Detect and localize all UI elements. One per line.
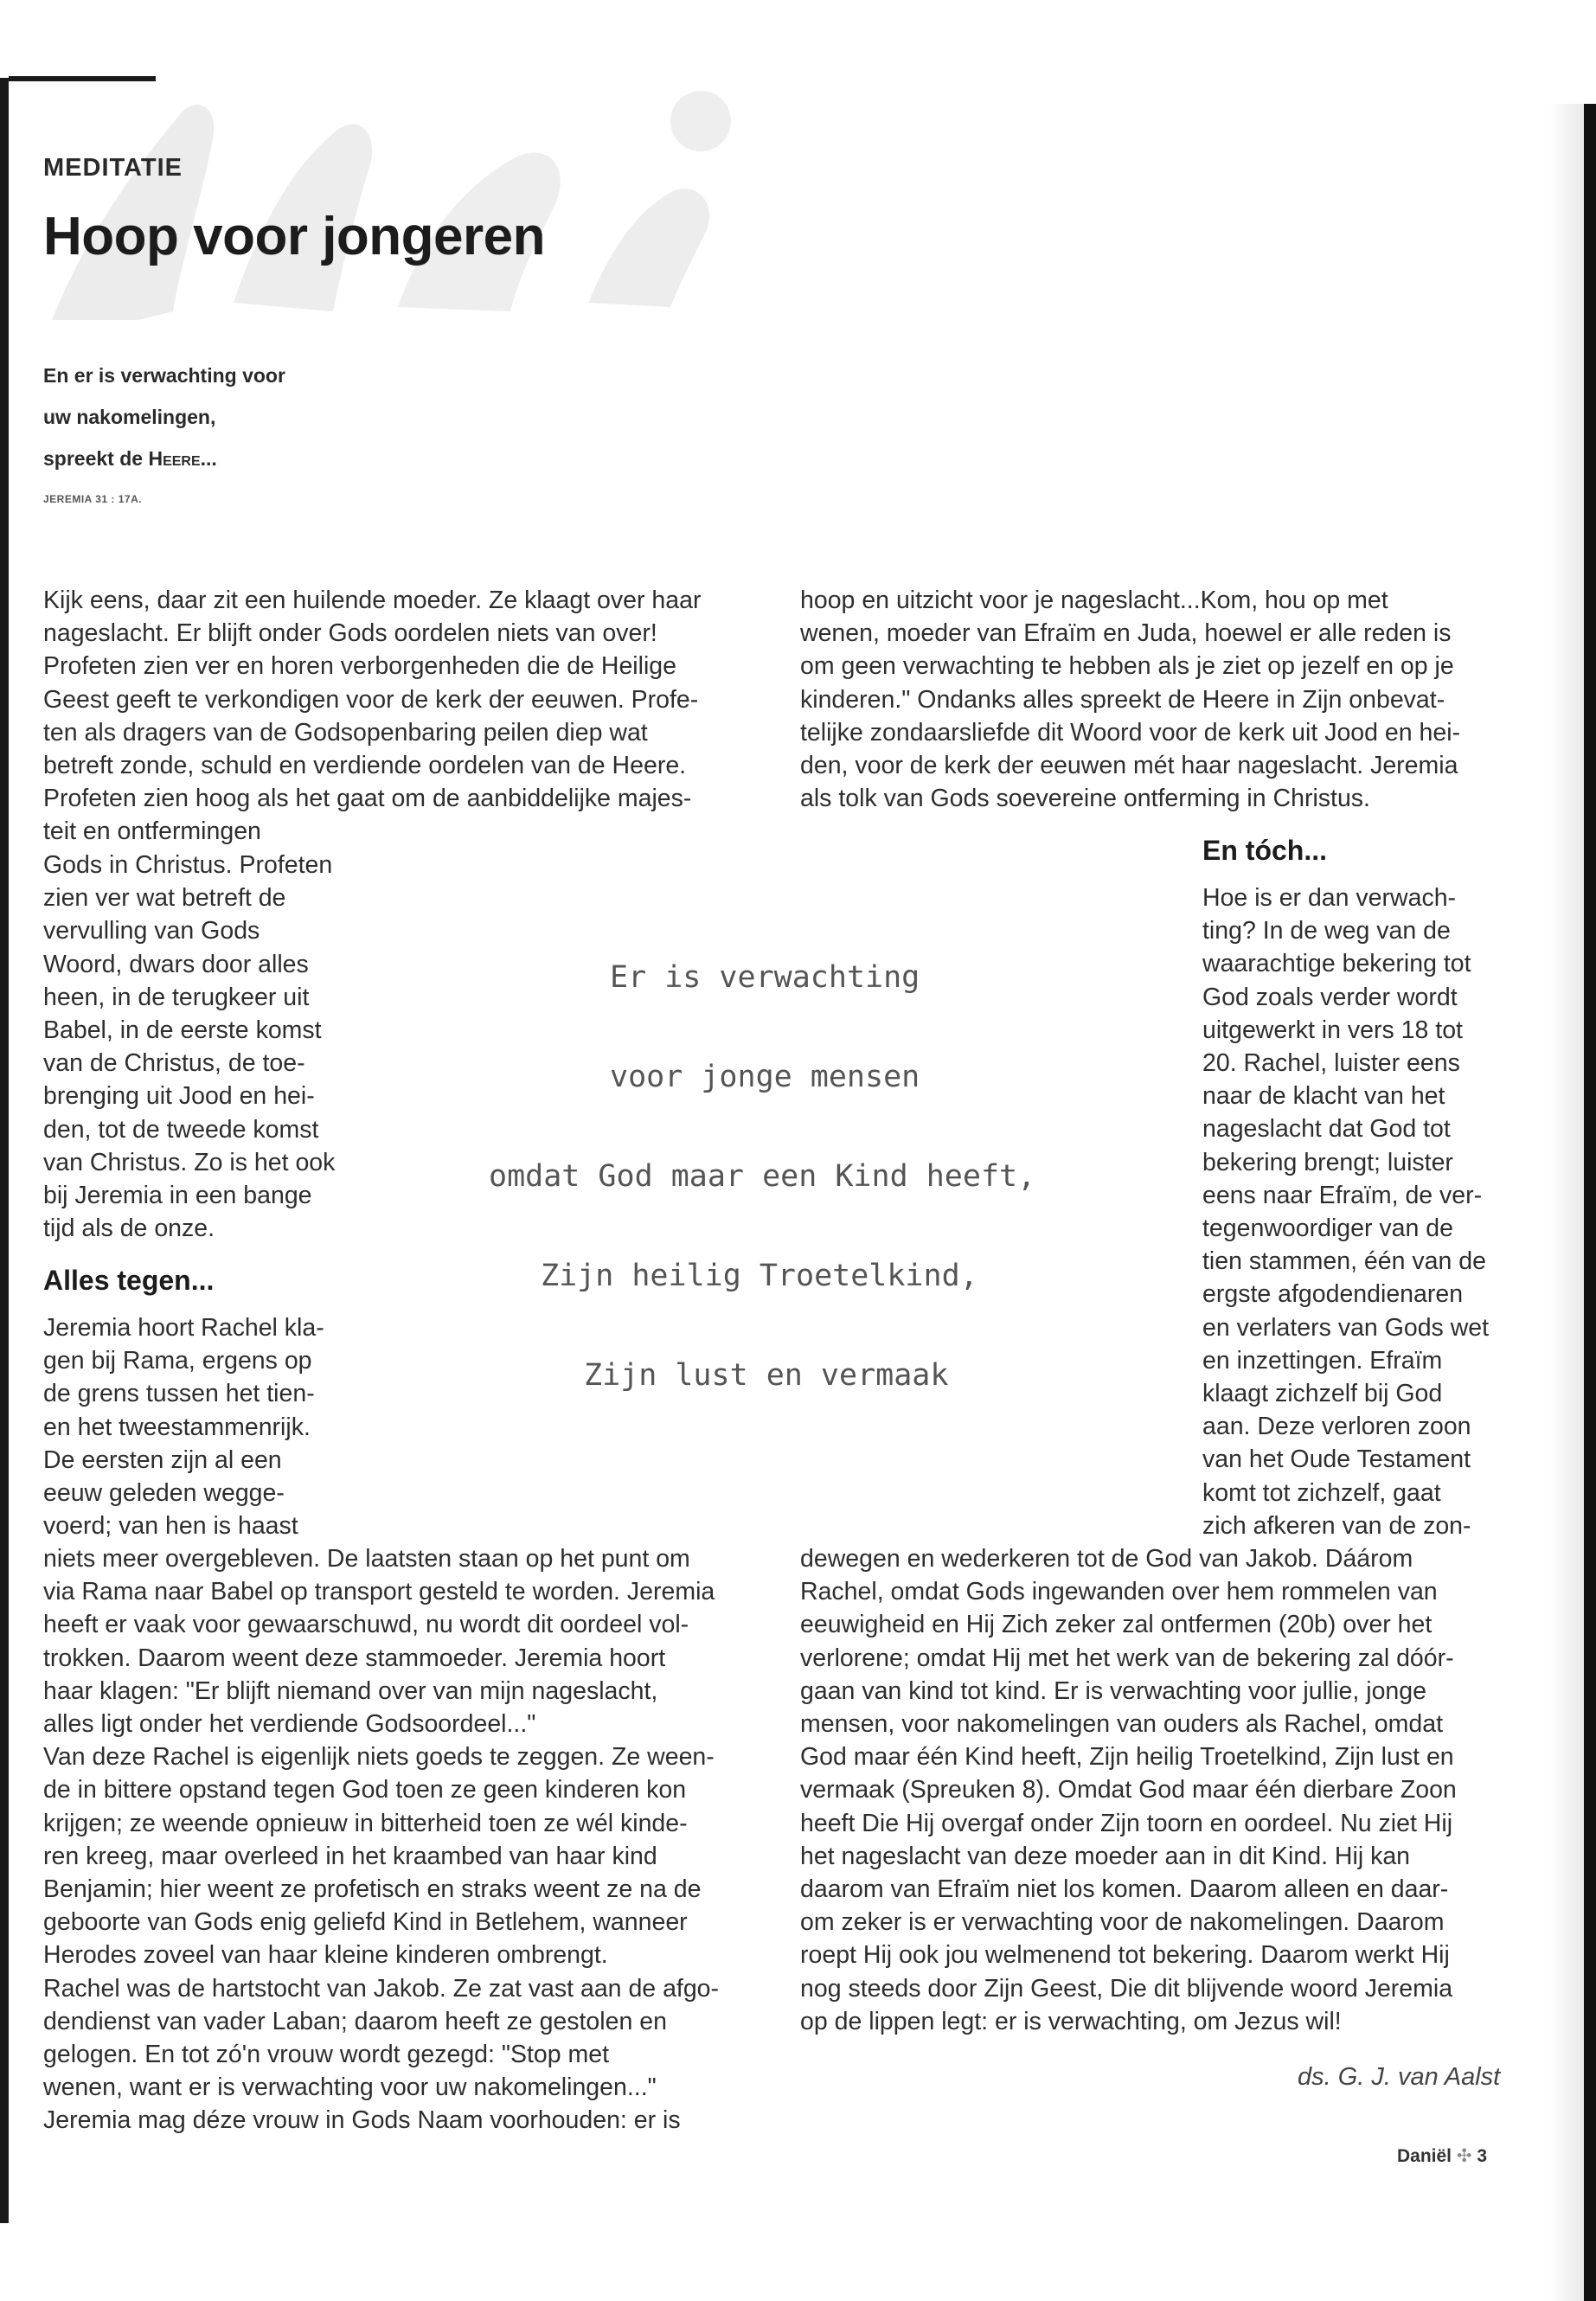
pull-quote-line: Zijn heilig Troetelkind, <box>541 1259 978 1293</box>
text-line: mensen, voor nakomelingen van ouders als Rachel, omdat <box>800 1710 1444 1739</box>
scan-edge-left <box>0 78 9 2223</box>
text-line: Profeten zien ver en horen verborgenheden die de Heilige <box>43 652 676 681</box>
text-line: haar klagen: "Er blijft niemand over van mijn nageslacht, <box>43 1676 658 1705</box>
text-line: van het Oude Testament <box>1202 1445 1471 1474</box>
text-line: betreft zonde, schuld en verdiende oordelen van de Heere. <box>43 752 687 780</box>
text-line: via Rama naar Babel op transport gesteld te worden. Jeremia <box>43 1578 715 1606</box>
text-line: Babel, in de eerste komst <box>43 1016 322 1045</box>
text-line: eens naar Efraïm, de ver- <box>1202 1181 1483 1209</box>
pull-quote-line: Zijn lust en vermaak <box>584 1358 949 1393</box>
text-line: telijke zondaarsliefde dit Woord voor de kerk uit Jood en hei- <box>800 718 1461 747</box>
column1-narrow-text <box>43 849 355 1245</box>
text-line: gelogen. En tot zó'n vrouw wordt gezegd: "Stop met <box>43 2041 610 2069</box>
text-line: dendienst van vader Laban; daarom heeft ze gestolen en <box>43 2007 667 2035</box>
text-line: brenging uit Jood en hei- <box>43 1082 315 1111</box>
column1-top-text <box>43 584 753 849</box>
text-line: klaagt zichzelf bij God <box>1202 1380 1443 1408</box>
text-line: verlorene; omdat Hij met het werk van de bekering zal dóór- <box>800 1644 1454 1672</box>
text-line: en inzettingen. Efraïm <box>1202 1346 1443 1375</box>
text-line: uitgewerkt in vers 18 tot <box>1202 1016 1463 1044</box>
text-line: Hoe is er dan verwach- <box>1202 884 1457 912</box>
text-line: zien ver wat betreft de <box>43 884 286 913</box>
text-line: zich afkeren van de zon- <box>1202 1511 1471 1540</box>
text-line: alles ligt onder het verdiende Godsoordeel..." <box>43 1710 536 1739</box>
text-line: eeuwigheid en Hij Zich zeker zal ontfermen (20b) over het <box>800 1611 1433 1639</box>
text-line: teit en ontfermingen <box>43 817 261 846</box>
text-line: heen, in de terugkeer uit <box>43 983 310 1011</box>
text-line: roept Hij ook jou welmenend tot bekering. Daarom werkt Hij <box>800 1941 1450 1970</box>
pull-quote-line: omdat God maar een Kind heeft, <box>489 1159 1036 1194</box>
text-line: den, voor de kerk der eeuwen mét haar nageslacht. Jeremia <box>800 752 1458 780</box>
text-line: heeft Die Hij overgaf onder Zijn toorn en oordeel. Nu ziet Hij <box>800 1809 1453 1837</box>
text-line: de grens tussen het tien- <box>43 1380 315 1408</box>
text-line: tien stammen, één van de <box>1202 1247 1486 1276</box>
text-line: dewegen en wederkeren tot de God van Jakob. Dáárom <box>800 1545 1413 1573</box>
text-line: van de Christus, de toe- <box>43 1049 305 1078</box>
column2-top-text <box>800 584 1509 815</box>
text-line: de in bittere opstand tegen God toen ze geen kinderen kon <box>43 1776 687 1804</box>
text-line: den, tot de tweede komst <box>43 1115 319 1144</box>
text-line: ren kreeg, maar overleed in het kraambed van haar kind <box>43 1842 657 1870</box>
text-line: Kijk eens, daar zit een huilende moeder. Ze klaagt over haar <box>43 586 702 614</box>
column1-bottom-text <box>43 1542 753 2138</box>
cross-icon: ✣ <box>1456 2146 1472 2166</box>
text-line: ting? In de weg van de <box>1202 917 1451 945</box>
text-line: vervulling van Gods <box>43 917 260 945</box>
heading-en-toch: En tóch... <box>1202 835 1327 866</box>
text-line: trokken. Daarom weent deze stammoeder. Jeremia hoort <box>43 1644 666 1672</box>
text-line: op de lippen legt: er is verwachting, om Jezus wil! <box>800 2007 1342 2035</box>
column2-bottom-text <box>800 1542 1509 2038</box>
text-line: God zoals verder wordt <box>1202 983 1458 1011</box>
magazine-name: Daniël <box>1397 2146 1452 2166</box>
epigraph-line: uw nakomelingen, <box>43 406 216 428</box>
pull-quote-line: Er is verwachting <box>610 960 920 995</box>
text-line: Gods in Christus. Profeten <box>43 851 333 879</box>
text-line: nog steeds door Zijn Geest, Die dit blijvende woord Jeremia <box>800 1974 1453 2003</box>
text-line: ergste afgodendienaren <box>1202 1280 1464 1309</box>
text-line: bekering brengt; luister <box>1202 1148 1453 1176</box>
text-line: Van deze Rachel is eigenlijk niets goeds te zeggen. Ze ween- <box>43 1743 715 1772</box>
pull-quote-line: voor jonge mensen <box>610 1060 920 1094</box>
text-line: nageslacht dat God tot <box>1202 1115 1451 1144</box>
article-title: Hoop voor jongeren <box>43 207 545 266</box>
text-line: om geen verwachting te hebben als je ziet op jezelf en op je <box>800 652 1454 681</box>
text-line: gen bij Rama, ergens op <box>43 1347 312 1375</box>
epigraph-reference: JEREMIA 31 : 17A. <box>43 493 143 505</box>
text-line: geboorte van Gods enig geliefd Kind in Betlehem, wanneer <box>43 1908 688 1937</box>
section-kicker: MEDITATIE <box>43 154 183 182</box>
text-line: ten als dragers van de Godsopenbaring peilen diep wat <box>43 718 648 747</box>
author-signature: ds. G. J. van Aalst <box>1298 2063 1501 2091</box>
text-line: Benjamin; hier weent ze profetisch en straks weent ze na de <box>43 1875 702 1904</box>
text-line: gaan van kind tot kind. Er is verwachting voor jullie, jonge <box>800 1676 1426 1705</box>
text-line: Geest geeft te verkondigen voor de kerk der eeuwen. Profe- <box>43 685 699 714</box>
text-line: tijd als de onze. <box>43 1215 215 1243</box>
scan-shadow-right <box>1549 104 1584 2301</box>
text-line: eeuw geleden wegge- <box>43 1479 285 1508</box>
heading-alles-tegen: Alles tegen... <box>43 1265 215 1296</box>
text-line: voerd; van hen is haast <box>43 1512 298 1541</box>
text-line: God maar één Kind heeft, Zijn heilig Troetelkind, Zijn lust en <box>800 1743 1454 1772</box>
text-line: hoop en uitzicht voor je nageslacht...Kom, hou op met <box>800 586 1388 614</box>
text-line: Jeremia mag déze vrouw in Gods Naam voorhouden: er is <box>43 2106 681 2135</box>
decorative-brushstroke <box>35 61 744 320</box>
text-line: komt tot zichzelf, gaat <box>1202 1478 1441 1507</box>
text-line: tegenwoordiger van de <box>1202 1215 1453 1243</box>
column1-narrow-text-2 <box>43 1311 355 1542</box>
text-line: kinderen." Ondanks alles spreekt de Heere in Zijn onbevat- <box>800 685 1445 714</box>
text-line: aan. Deze verloren zoon <box>1202 1413 1471 1441</box>
epigraph-line: En er is verwachting voor <box>43 364 285 387</box>
text-line: wenen, want er is verwachting voor uw nakomelingen..." <box>43 2073 657 2102</box>
text-line: krijgen; ze weende opnieuw in bitterheid toen ze wél kinde- <box>43 1809 688 1837</box>
text-line: nageslacht. Er blijft onder Gods oordelen niets van over! <box>43 619 657 648</box>
text-line: om zeker is er verwachting voor de nakomelingen. Daarom <box>800 1908 1445 1937</box>
text-line: daarom van Efraïm niet los komen. Daarom alleen en daar- <box>800 1875 1449 1904</box>
text-line: naar de klacht van het <box>1202 1082 1445 1111</box>
text-line: Herodes zoveel van haar kleine kinderen ombrengt. <box>43 1941 608 1970</box>
text-line: Rachel, omdat Gods ingewanden over hem rommelen van <box>800 1578 1438 1606</box>
page-footer <box>1397 2145 1487 2167</box>
text-line: Profeten zien hoog als het gaat om de aanbiddelijke majes- <box>43 785 692 813</box>
text-line: Woord, dwars door alles <box>43 950 309 978</box>
text-line: het nageslacht van deze moeder aan in dit Kind. Hij kan <box>800 1842 1411 1870</box>
text-line: als tolk van Gods soevereine ontferming in Christus. <box>800 785 1370 813</box>
text-line: 20. Rachel, luister eens <box>1202 1049 1460 1078</box>
text-line: bij Jeremia in een bange <box>43 1182 312 1210</box>
text-line: van Christus. Zo is het ook <box>43 1148 336 1176</box>
text-line: heeft er vaak voor gewaarschuwd, nu wordt dit oordeel vol- <box>43 1611 689 1639</box>
text-line: wenen, moeder van Efraïm en Juda, hoewel er alle reden is <box>800 619 1452 648</box>
text-line: De eersten zijn al een <box>43 1445 282 1474</box>
text-line: Rachel was de hartstocht van Jakob. Ze zat vast aan de afgo- <box>43 1974 720 2003</box>
text-line: niets meer overgebleven. De laatsten staan op het punt om <box>43 1545 690 1573</box>
column2-narrow-text <box>1202 881 1522 1542</box>
text-line: vermaak (Spreuken 8). Omdat God maar één dierbare Zoon <box>800 1776 1457 1804</box>
text-line: en verlaters van Gods wet <box>1202 1313 1490 1342</box>
text-line: waarachtige bekering tot <box>1202 950 1471 978</box>
scan-edge-right <box>1584 104 1596 2301</box>
text-line: Jeremia hoort Rachel kla- <box>43 1314 324 1342</box>
text-line: en het tweestammenrijk. <box>43 1413 311 1441</box>
epigraph <box>43 355 407 479</box>
page-number: 3 <box>1477 2146 1488 2166</box>
epigraph-line: spreekt de Heere... <box>43 447 217 470</box>
